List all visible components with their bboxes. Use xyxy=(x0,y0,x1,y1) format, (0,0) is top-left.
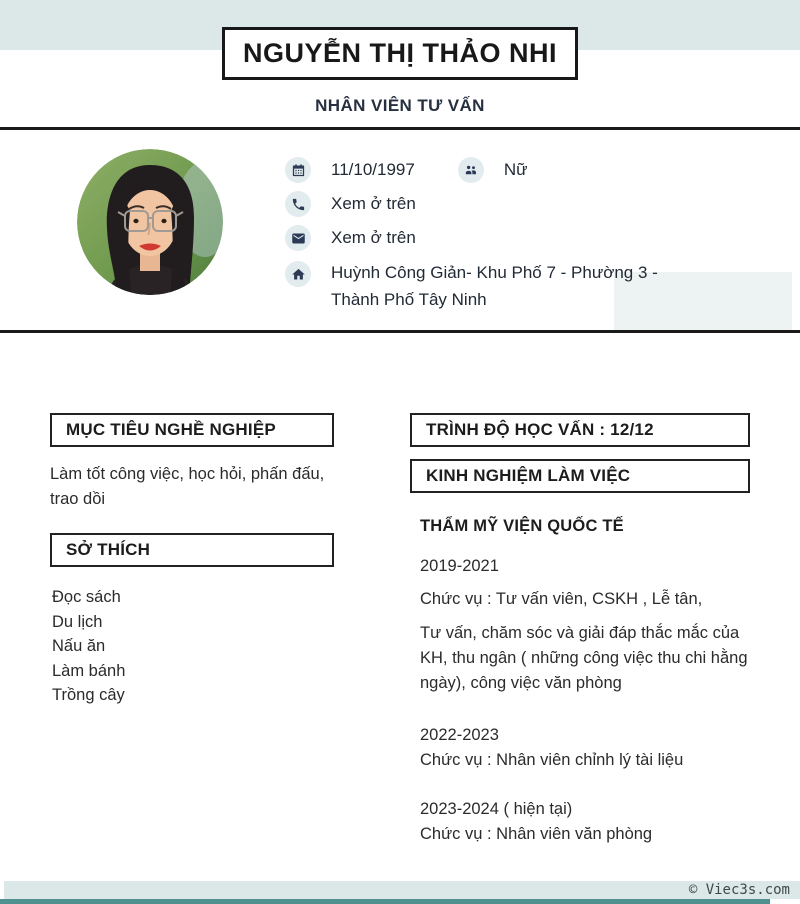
job-period: 2022-2023 xyxy=(420,726,499,744)
name-title-box xyxy=(222,27,578,80)
gender-group xyxy=(458,157,528,183)
hobbies-heading: SỞ THÍCH xyxy=(66,540,151,559)
header-divider xyxy=(0,127,800,130)
company-name: THẨM MỸ VIỆN QUỐC TẾ xyxy=(420,517,624,535)
portrait-illustration xyxy=(77,149,223,295)
experience-heading: KINH NGHIỆM LÀM VIỆC xyxy=(426,466,631,485)
job-role: Chức vụ : Nhân viên văn phòng xyxy=(420,825,653,843)
experience-heading-box xyxy=(410,459,750,493)
contact-row-birth-gender xyxy=(285,157,663,183)
job-period: 2023-2024 ( hiện tại) xyxy=(420,800,573,818)
list-item: Trồng cây xyxy=(52,686,125,704)
phone-icon xyxy=(285,191,311,217)
phone-value: Xem ở trên xyxy=(331,194,416,213)
job-role: Chức vụ : Tư vấn viên, CSKH , Lễ tân, xyxy=(420,590,703,608)
site-credit-link[interactable]: © Viec3s.com xyxy=(688,882,790,898)
email-value: Xem ở trên xyxy=(331,228,416,247)
job-title: NHÂN VIÊN TƯ VẤN xyxy=(315,96,485,115)
hobbies-list xyxy=(52,585,125,708)
footer-strip xyxy=(4,881,800,899)
calendar-icon xyxy=(285,157,311,183)
footer-accent-bar xyxy=(0,899,770,904)
address-value: Huỳnh Công Giản- Khu Phố 7 - Phường 3 - Thành Phố Tây Ninh xyxy=(331,263,658,309)
education-heading: TRÌNH ĐỘ HỌC VẤN : 12/12 xyxy=(426,420,654,439)
envelope-icon xyxy=(285,225,311,251)
birth-date: 11/10/1997 xyxy=(331,160,415,179)
section-divider xyxy=(0,330,800,333)
objective-text: Làm tốt công việc, học hỏi, phấn đấu, trao dồi xyxy=(50,465,325,508)
home-icon xyxy=(285,261,311,287)
objective-heading-box xyxy=(50,413,334,447)
contact-info xyxy=(285,157,663,321)
candidate-name: NGUYỄN THỊ THẢO NHI xyxy=(242,38,557,68)
list-item: Đọc sách xyxy=(52,588,121,606)
contact-row-phone xyxy=(285,191,663,217)
job-period: 2019-2021 xyxy=(420,557,499,575)
objective-heading: MỤC TIÊU NGHỀ NGHIỆP xyxy=(66,420,276,439)
contact-row-address xyxy=(285,259,663,313)
contact-row-email xyxy=(285,225,663,251)
education-heading-box xyxy=(410,413,750,447)
list-item: Làm bánh xyxy=(52,661,126,680)
list-item: Nấu ăn xyxy=(52,637,106,655)
profile-photo xyxy=(77,149,223,295)
people-icon xyxy=(458,157,484,183)
job-description: Tư vấn, chăm sóc và giải đáp thắc mắc của KH, thu ngân ( những công việc thu chi hằng ngày), công việc văn phòng xyxy=(420,624,748,692)
gender: Nữ xyxy=(503,160,528,179)
job-role: Chức vụ : Nhân viên chỉnh lý tài liệu xyxy=(420,751,684,769)
hobbies-heading-box xyxy=(50,533,334,567)
list-item: Du lịch xyxy=(52,612,103,631)
